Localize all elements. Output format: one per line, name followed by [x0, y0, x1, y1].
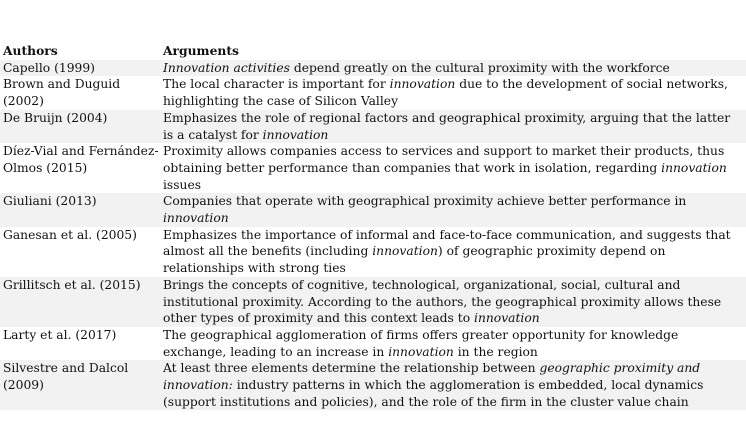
argument-cell	[162, 327, 746, 360]
argument-text: in the region	[453, 344, 538, 359]
argument-emphasis: innovation	[389, 77, 456, 92]
argument-text: depend greatly on the cultural proximity with the workforce	[289, 60, 670, 75]
argument-cell	[162, 277, 746, 327]
argument-cell	[162, 60, 746, 77]
table-row	[0, 277, 746, 327]
table-row	[0, 193, 746, 226]
argument-emphasis: innovation	[262, 127, 329, 142]
argument-text: The local character is important for	[163, 77, 390, 92]
argument-emphasis: geographic proximity and innovation:	[163, 361, 701, 393]
table-row	[0, 60, 746, 77]
argument-emphasis: Innovation activities	[163, 60, 290, 75]
author-cell: Capello (1999)	[3, 60, 95, 75]
argument-text: Emphasizes the importance of informal and face-to-face communication, and suggests that almost all the benefits (including	[163, 227, 731, 259]
author-cell: De Bruijn (2004)	[3, 110, 108, 125]
arguments-column-header: Arguments	[163, 43, 239, 58]
argument-text: ) of geographic proximity depend on relationships with strong ties	[163, 244, 666, 276]
argument-text: The geographical agglomeration of firms offers greater opportunity for knowledge exchange, leading to an increase in	[163, 327, 679, 359]
argument-emphasis: innovation	[661, 160, 727, 175]
argument-text: industry patterns in which the agglomeration is embedded, local dynamics (support institutions and policies), and the role of the firm in the cluster value chain	[163, 378, 704, 409]
author-cell: Silvestre and Dalcol (2009)	[3, 361, 129, 393]
table-body	[0, 60, 746, 411]
table-row	[0, 76, 746, 109]
author-cell: Larty et al. (2017)	[3, 327, 117, 342]
argument-text: Emphasizes the role of regional factors and geographical proximity, arguing that the latter is a catalyst for	[163, 110, 731, 142]
table-header-row	[0, 42, 746, 60]
argument-cell	[162, 360, 746, 410]
literature-table	[0, 42, 746, 410]
argument-cell	[162, 193, 746, 226]
author-cell: Giuliani (2013)	[3, 194, 97, 209]
argument-cell	[162, 227, 746, 277]
authors-column-header: Authors	[3, 43, 58, 58]
argument-emphasis: innovation	[163, 211, 229, 226]
argument-cell	[162, 143, 746, 193]
table-row	[0, 227, 746, 277]
argument-text: issues	[163, 177, 202, 192]
author-cell: Brown and Duguid (2002)	[3, 77, 121, 109]
author-cell: Ganesan et al. (2005)	[3, 227, 137, 242]
author-cell: Díez-Vial and Fernández-Olmos (2015)	[3, 144, 159, 175]
table-row	[0, 360, 746, 410]
argument-cell	[162, 110, 746, 143]
argument-text: due to the development of social networks, highlighting the case of Silicon Valley	[163, 77, 728, 109]
author-cell: Grillitsch et al. (2015)	[3, 277, 141, 292]
argument-cell	[162, 76, 746, 109]
argument-text: Brings the concepts of cognitive, technological, organizational, social, cultural and institutional proximity. According to the authors, the geographical proximity allows these other types of proximity and this context leads to	[163, 277, 722, 326]
argument-text: Companies that operate with geographical proximity achieve better performance in	[163, 194, 687, 209]
table-row	[0, 110, 746, 143]
table-row	[0, 327, 746, 360]
argument-text: Proximity allows companies access to services and support to market their products, thus obtaining better performance than companies that work in isolation, regarding	[163, 144, 725, 175]
argument-emphasis: innovation	[474, 311, 540, 326]
argument-text: At least three elements determine the relationship between	[163, 361, 540, 376]
argument-emphasis: innovation	[372, 244, 438, 259]
argument-emphasis: innovation	[388, 344, 454, 359]
table-row	[0, 143, 746, 193]
